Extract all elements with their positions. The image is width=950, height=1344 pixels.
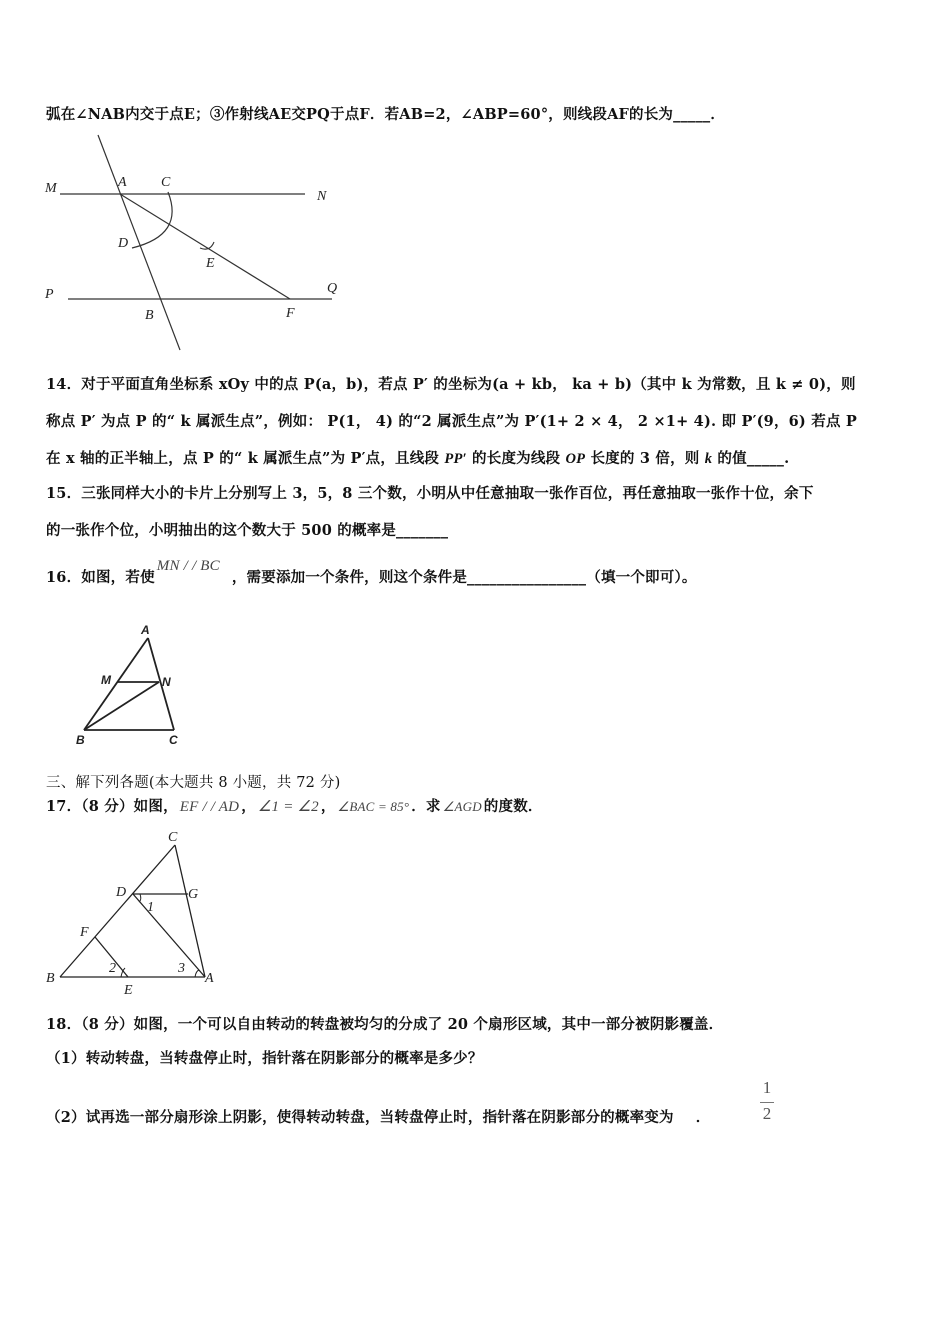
q17-m1: EF / / AD	[179, 799, 240, 815]
q14-line3-g: 的值_____.	[712, 450, 790, 467]
q17-e: 的度数．	[483, 798, 543, 815]
fraction-denominator: 2	[762, 1104, 772, 1123]
fraction-numerator: 1	[762, 1078, 772, 1097]
line-ab	[98, 135, 180, 350]
q17-m4: ∠AGD	[442, 799, 482, 814]
label-b: B	[46, 971, 55, 986]
segment-bn	[84, 682, 159, 730]
side-bc	[60, 845, 175, 977]
q14-line1: 14．对于平面直角坐标系 xOy 中的点 P(a，b)，若点 P′ 的坐标为(a + kb， ka + b)（其中 k 为常数，且 k ≠ 0)，则	[46, 376, 856, 393]
q17-line	[46, 795, 543, 816]
q17-c: ，	[320, 798, 336, 815]
label-q: Q	[327, 281, 338, 296]
segment-da	[133, 894, 205, 977]
q14-line3-e: 长度的 3 倍，则	[585, 450, 705, 467]
q13-text: 弧在∠NAB内交于点E；③作射线AE交PQ于点F．若AB=2，∠ABP=60°，则线段AF的长为_____．	[46, 106, 726, 123]
label-2: 2	[109, 961, 116, 976]
q18-line3	[46, 1106, 710, 1127]
q14-line2: 称点 P′ 为点 P 的“ k 属派生点”，例如： P(1， 4) 的“2 属派生点”为 P′(1+ 2 × 4， 2 ×1+ 4). 即 P′(9，6) 若点 P	[46, 413, 857, 430]
q15-line1: 15．三张同样大小的卡片上分别写上 3，5，8 三个数，小明从中任意抽取一张作百位，再任意抽取一张作十位，余下	[46, 485, 814, 502]
label-a: A	[141, 623, 150, 637]
label-f: F	[286, 306, 295, 321]
q14-pp: PP′	[444, 451, 467, 467]
label-g: G	[188, 887, 199, 902]
label-n: N	[317, 189, 327, 204]
q18-end: ．	[695, 1109, 711, 1126]
q16-math: MN / / BC	[156, 558, 220, 574]
label-c: C	[169, 733, 178, 747]
figure-17	[40, 822, 230, 1002]
label-m: M	[101, 673, 111, 687]
section-3-heading: 三、解下列各题(本大题共 8 小题，共 72 分)	[46, 775, 341, 791]
q17-m2: ∠1 = ∠2	[257, 799, 319, 815]
angle-3-mark	[195, 970, 199, 977]
q18-line1: 18．（8 分）如图，一个可以自由转动的转盘被均匀的分成了 20 个扇形区域，其中一部分被阴影覆盖．	[46, 1016, 724, 1033]
q18-line2: （1）转动转盘，当转盘停止时，指针落在阴影部分的概率是多少？	[46, 1050, 483, 1067]
q15-line2: 的一张作个位，小明抽出的这个数大于 500 的概率是_______	[46, 522, 449, 539]
q14-line3	[46, 447, 789, 468]
figure-16	[70, 620, 190, 750]
label-b: B	[145, 308, 154, 323]
label-e: E	[206, 256, 215, 271]
label-c: C	[161, 175, 171, 190]
label-b: B	[76, 733, 85, 747]
side-ca	[175, 845, 205, 977]
q17-m3: ∠BAC = 85°	[337, 799, 410, 814]
label-3: 3	[178, 961, 185, 976]
label-d: D	[118, 236, 129, 251]
q14-line3-a: 在 x 轴的正半轴上，点 P 的“ k 属派生点”为 P′点，且线段	[46, 450, 445, 467]
q14-op: OP	[565, 451, 586, 467]
q17-a: 17．（8 分）如图，	[46, 798, 178, 815]
label-e: E	[124, 983, 133, 998]
q17-b: ，	[241, 798, 256, 815]
q16-a: 16．如图，若使	[46, 569, 155, 586]
label-d: D	[116, 885, 127, 900]
label-f: F	[80, 925, 89, 940]
ray-af	[120, 194, 290, 299]
q18-line3-text: （2）试再选一部分扇形涂上阴影，使得转动转盘，当转盘停止时，指针落在阴影部分的概率变为	[46, 1109, 674, 1126]
figure-13	[40, 130, 360, 360]
q16-b: ，需要添加一个条件，则这个条件是________________（填一个即可）。	[231, 569, 697, 586]
label-1: 1	[147, 900, 154, 915]
label-n: N	[162, 675, 171, 689]
q16-line	[46, 558, 697, 587]
q14-line3-c: 的长度为线段	[466, 450, 566, 467]
q17-d: ．求	[411, 798, 441, 815]
q14-k: k	[704, 451, 713, 467]
label-a: A	[118, 175, 127, 190]
fraction-bar	[760, 1102, 774, 1103]
side-ab	[84, 638, 148, 730]
label-m: M	[45, 181, 57, 196]
label-p: P	[45, 287, 54, 302]
label-a: A	[205, 971, 214, 986]
label-c: C	[168, 830, 178, 845]
